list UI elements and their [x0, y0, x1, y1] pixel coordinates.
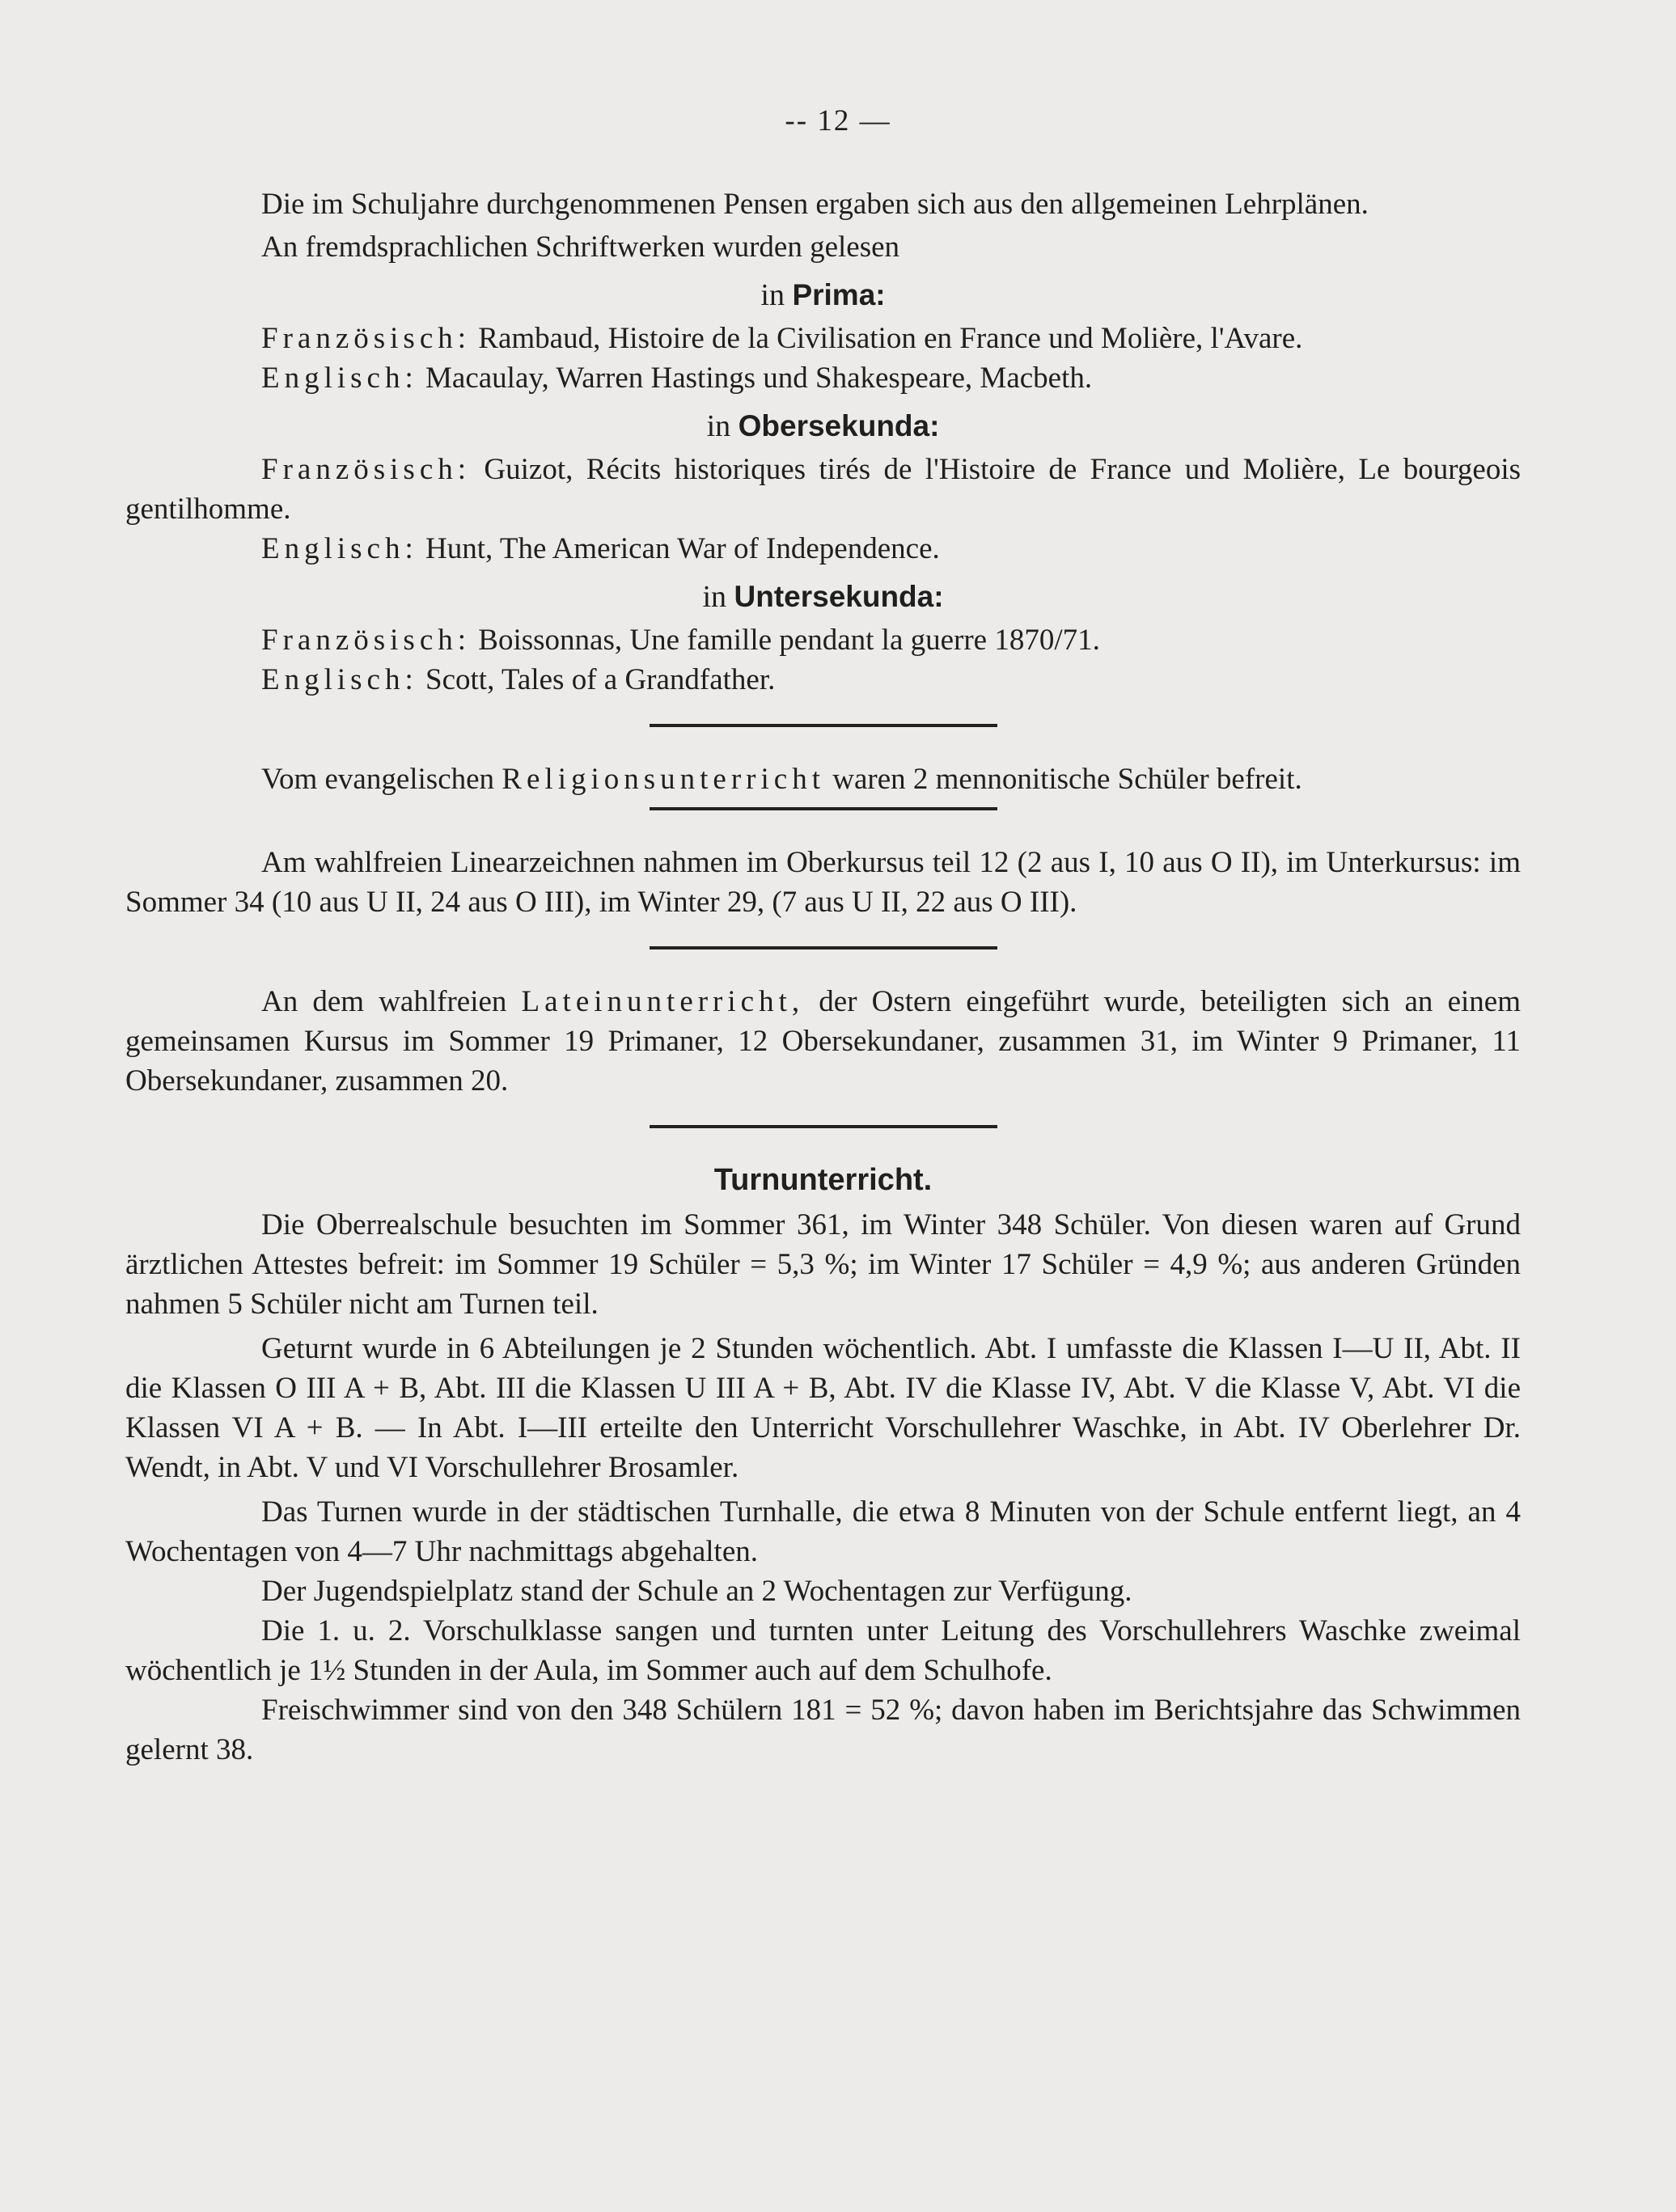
- reading-english-untersekunda: [125, 660, 1521, 700]
- reading-english-prima: [125, 358, 1521, 398]
- reading-text: Hunt, The American War of Independence.: [425, 532, 940, 565]
- reading-text: Macaulay, Warren Hastings und Shakespeare, Macbeth.: [425, 362, 1093, 395]
- class-heading-untersekunda: [125, 577, 1521, 617]
- language-label-french: Französisch:: [261, 453, 472, 486]
- class-heading-prima: [125, 275, 1521, 315]
- section-divider: [650, 807, 997, 810]
- document-body: [125, 184, 1521, 1770]
- reading-text: Guizot, Récits historiques tirés de l'Histoire de France und Molière, Le bourgeois gentilhomme.: [125, 453, 1522, 526]
- class-heading-prefix: in: [702, 580, 726, 614]
- reading-text: Scott, Tales of a Grandfather.: [425, 663, 776, 696]
- drawing-paragraph: Am wahlfreien Linearzeichnen nahmen im Oberkursus teil 12 (2 aus I, 10 aus O II), im Unterkursus: im Sommer 34 (10 aus U II, 24 aus O III), im Winter 29, (7 aus U II, 22 aus O III).: [125, 846, 1521, 919]
- section-divider: [650, 1125, 997, 1128]
- class-heading-name: Prima:: [792, 278, 886, 311]
- class-heading-prefix: in: [760, 278, 785, 312]
- reading-text: Rambaud, Histoire de la Civilisation en France und Molière, l'Avare.: [478, 322, 1303, 355]
- class-heading-obersekunda: [125, 406, 1521, 446]
- section-divider: [650, 946, 997, 950]
- reading-intro: An fremdsprachlichen Schriftwerken wurden gelesen: [261, 231, 900, 264]
- gymnastics-paragraph: Der Jugendspielplatz stand der Schule an 2 Wochentagen zur Verfügung.: [261, 1575, 1132, 1608]
- class-heading-name: Obersekunda:: [738, 409, 940, 442]
- reading-text: Boissonnas, Une famille pendant la guerre 1870/71.: [478, 624, 1100, 657]
- language-label-french: Französisch:: [261, 624, 472, 657]
- intro-paragraph: Die im Schuljahre durchgenommenen Pensen ergaben sich aus den allgemeinen Lehrplänen.: [261, 188, 1369, 221]
- class-heading-prefix: in: [706, 409, 731, 443]
- gymnastics-paragraph: Die 1. u. 2. Vorschulklasse sangen und turnten unter Leitung des Vorschullehrers Waschke zweimal wöchentlich je 1½ Stunden in der Aula, im Sommer auch auf dem Schulhofe.: [125, 1614, 1521, 1687]
- section-title-gymnastics: Turnunterricht.: [713, 1163, 933, 1197]
- language-label-english: Englisch:: [261, 532, 418, 565]
- language-label-english: Englisch:: [261, 362, 418, 395]
- class-heading-name: Untersekunda:: [734, 580, 944, 613]
- gymnastics-paragraph: Freischwimmer sind von den 348 Schülern 181 = 52 %; davon haben im Berichtsjahre das Schwimmen gelernt 38.: [125, 1694, 1521, 1766]
- latin-paragraph: An dem wahlfreien Lateinunterricht, der Ostern eingeführt wurde, beteiligten sich an einem gemeinsamen Kursus im Sommer 19 Primaner, 12 Obersekundaner, zusammen 31, im Winter 9 Primaner, 11 Obersekundaner, zusammen 20.: [125, 985, 1521, 1098]
- reading-french-untersekunda: [125, 620, 1521, 660]
- language-label-english: Englisch:: [261, 663, 418, 696]
- spaced-term: Lateinunterricht,: [521, 985, 805, 1018]
- spaced-term: Religionsunterricht: [502, 763, 825, 796]
- reading-french-obersekunda: [125, 450, 1521, 529]
- page-number: -- 12 —: [785, 104, 891, 137]
- section-divider: [650, 724, 997, 727]
- language-label-french: Französisch:: [261, 322, 472, 355]
- gymnastics-paragraph: Die Oberrealschule besuchten im Sommer 361, im Winter 348 Schüler. Von diesen waren auf Grund ärztlichen Attestes befreit: im Sommer 19 Schüler = 5,3 %; im Winter 17 Schüler = 4,9 %; aus anderen Gründen nahmen 5 Schüler nicht am Turnen teil.: [125, 1208, 1521, 1321]
- gymnastics-paragraph: Das Turnen wurde in der städtischen Turnhalle, die etwa 8 Minuten von der Schule entfernt liegt, an 4 Wochentagen von 4—7 Uhr nachmittags abgehalten.: [125, 1495, 1521, 1568]
- reading-french-prima: [125, 319, 1521, 358]
- religion-paragraph: Vom evangelischen Religionsunterricht waren 2 mennonitische Schüler befreit.: [261, 763, 1302, 796]
- reading-english-obersekunda: [125, 529, 1521, 569]
- gymnastics-paragraph: Geturnt wurde in 6 Abteilungen je 2 Stunden wöchentlich. Abt. I umfasste die Klassen I—U II, Abt. II die Klassen O III A + B, Abt. III die Klassen U III A + B, Abt. IV die Klasse IV, Abt. V die Klasse V, Abt. VI die Klassen VI A + B. — In Abt. I—III erteilte den Unterricht Vorschullehrer Waschke, in Abt. IV Oberlehrer Dr. Wendt, in Abt. V und VI Vorschullehrer Brosamler.: [125, 1332, 1521, 1484]
